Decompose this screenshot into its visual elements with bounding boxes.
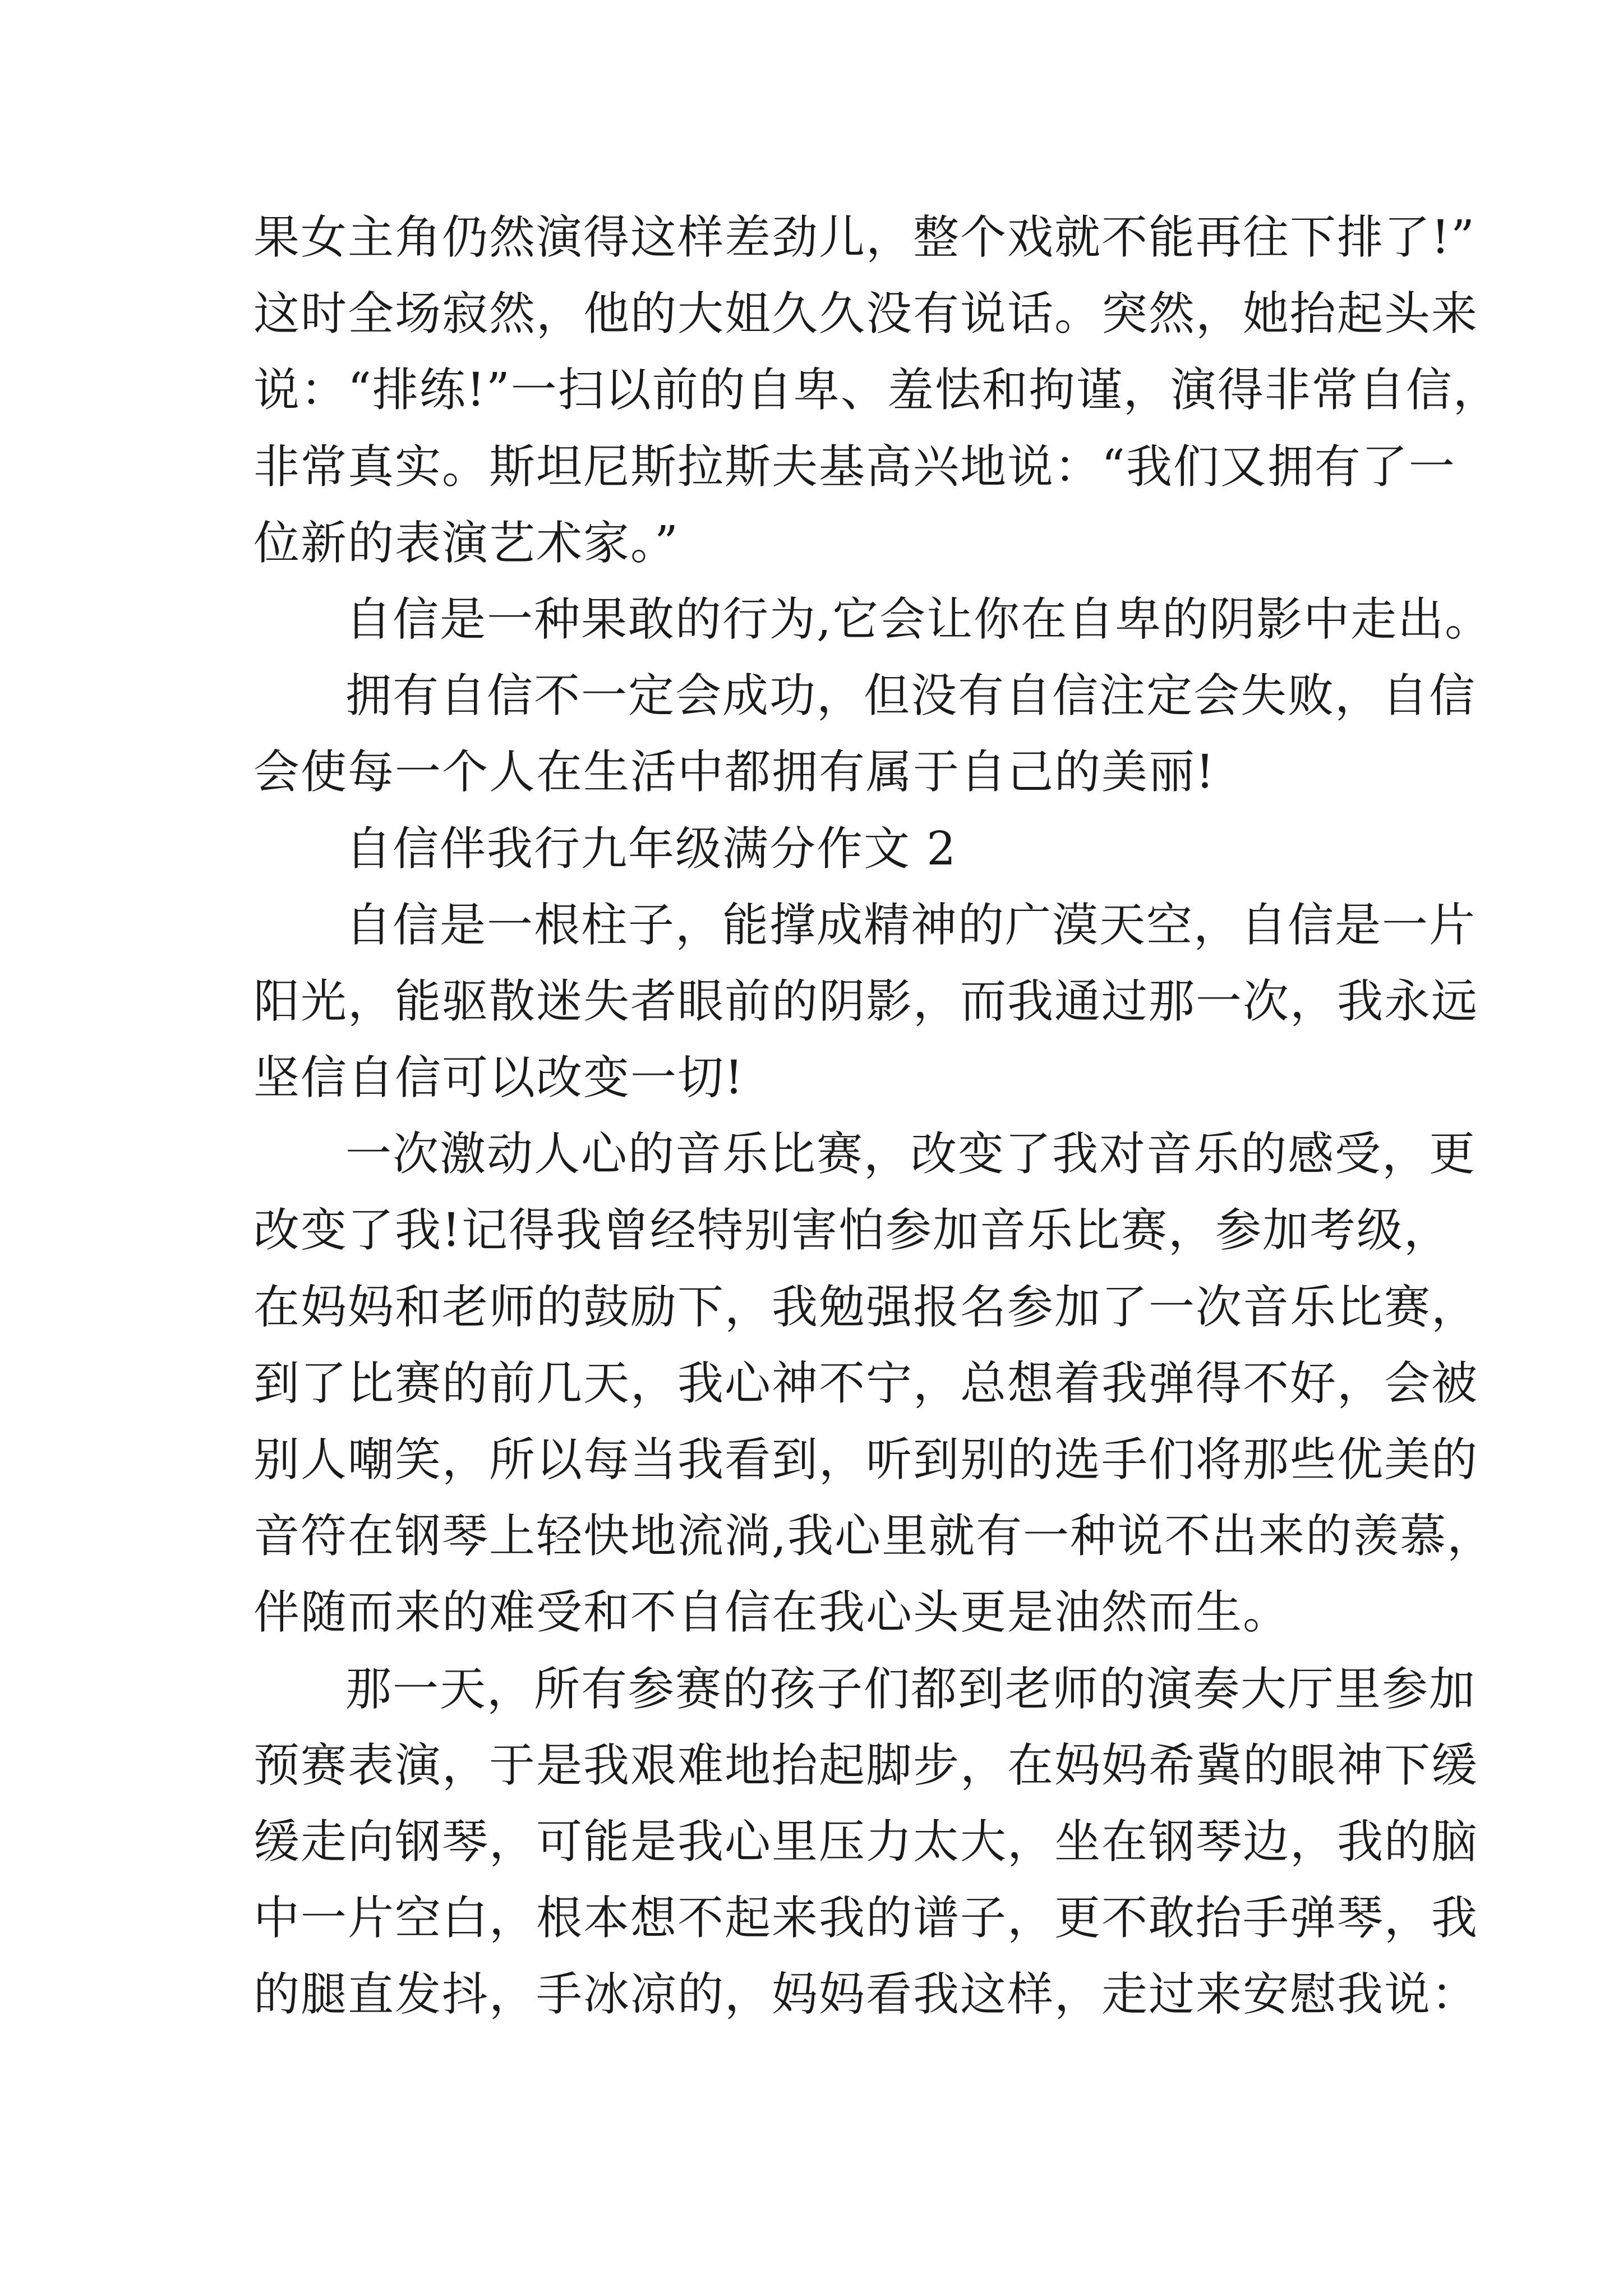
section-title-line: 自信伴我行九年级满分作文 2: [345, 822, 957, 876]
text-line: 音符在钢琴上轻快地流淌,我心里就有一种说不出来的羡慕，: [253, 1510, 1495, 1563]
text-line: 位新的表演艺术家。”: [253, 516, 679, 570]
text-line: 这时全场寂然，他的大姐久久没有说话。突然，她抬起头来: [253, 287, 1479, 341]
text-line: 果女主角仍然演得这样差劲儿，整个戏就不能再往下排了!”: [253, 211, 1476, 264]
text-line: 中一片空白，根本想不起来我的谱子，更不敢抬手弹琴，我: [253, 1892, 1479, 1945]
paragraph-start-line: 那一天，所有参赛的孩子们都到老师的演奏大厅里参加: [345, 1662, 1477, 1716]
text-line: 到了比赛的前几天，我心神不宁，总想着我弹得不好，会被: [253, 1356, 1479, 1410]
paragraph-start-line: 自信是一根柱子，能撑成精神的广漠天空，自信是一片: [345, 898, 1477, 952]
text-line: 的腿直发抖，手冰凉的，妈妈看我这样，走过来安慰我说：: [253, 1968, 1479, 2022]
paragraph-start-line: 自信是一种果敢的行为,它会让你在自卑的阴影中走出。: [345, 592, 1492, 646]
paragraph-start-line: 拥有自信不一定会成功，但没有自信注定会失败，自信: [345, 669, 1477, 723]
text-line: 别人嘲笑，所以每当我看到，听到别的选手们将那些优美的: [253, 1433, 1479, 1487]
text-line: 非常真实。斯坦尼斯拉斯夫基高兴地说：“我们又拥有了一: [253, 440, 1456, 494]
text-line: 阳光，能驱散迷失者眼前的阴影，而我通过那一次，我永远: [253, 974, 1479, 1028]
text-line: 在妈妈和老师的鼓励下，我勉强报名参加了一次音乐比赛，: [253, 1280, 1479, 1334]
body-text: [253, 200, 1500, 2033]
text-line: 坚信自信可以改变一切!: [253, 1051, 744, 1105]
text-line: 预赛表演，于是我艰难地抬起脚步，在妈妈希冀的眼神下缓: [253, 1738, 1479, 1792]
text-line: 说：“排练!”一扫以前的自卑、羞怯和拘谨，演得非常自信，: [253, 364, 1500, 417]
text-line: 伴随而来的难受和不自信在我心头更是油然而生。: [253, 1586, 1290, 1640]
text-line: 缓走向钢琴，可能是我心里压力太大，坐在钢琴边，我的脑: [253, 1815, 1479, 1869]
text-line: 会使每一个人在生活中都拥有属于自己的美丽!: [253, 746, 1215, 799]
paragraph-start-line: 一次激动人心的音乐比赛，改变了我对音乐的感受，更: [345, 1128, 1477, 1181]
text-line: 改变了我!记得我曾经特别害怕参加音乐比赛，参加考级，: [253, 1204, 1451, 1258]
